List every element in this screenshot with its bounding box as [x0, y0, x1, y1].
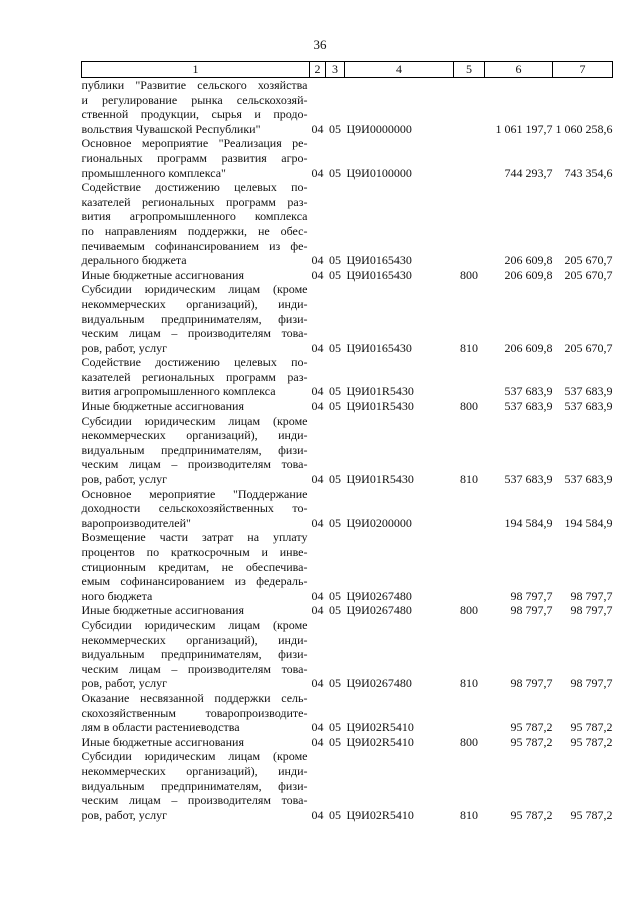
description-line: гиональных программ развития агро- — [81, 150, 308, 165]
description-line: Основное мероприятие "Поддержание — [81, 486, 308, 501]
amount-year-2: 95 787,2 — [570, 720, 613, 735]
description-line: Содействие достижению целевых по- — [81, 180, 308, 195]
subsection-code: 05 — [329, 603, 341, 618]
header-col-2: 2 — [310, 62, 326, 78]
amount-year-1: 537 683,9 — [504, 384, 553, 399]
amount-year-1: 537 683,9 — [504, 472, 553, 487]
amount-year-2: 194 584,9 — [564, 515, 613, 530]
row-description — [82, 618, 310, 691]
target-item-code: Ц9И0200000 — [346, 515, 412, 530]
amount-year-1: 206 609,8 — [504, 340, 553, 355]
description-line: Иные бюджетные ассигнования — [81, 734, 244, 749]
amount-year-2: 537 683,9 — [564, 472, 613, 487]
description-line: Субсидии юридическим лицам (кроме — [81, 413, 308, 428]
subsection-code: 05 — [329, 720, 341, 735]
amount-year-1: 95 787,2 — [510, 807, 553, 822]
description-line: дерального бюджета — [81, 253, 187, 268]
description-line: процентов по краткосрочным и инве- — [81, 545, 308, 559]
description-line: вития агропромышленного комплекса — [81, 209, 308, 224]
description-line: доходности сельскохозяйственных то- — [81, 501, 308, 516]
expense-type-code — [454, 180, 485, 268]
amount-year-1: 206 609,8 — [504, 253, 553, 268]
table-row — [82, 530, 613, 603]
description-line: ного бюджета — [81, 588, 153, 603]
expense-type-code — [454, 487, 485, 531]
table-header — [82, 62, 613, 78]
row-description — [82, 78, 310, 137]
subsection-code: 05 — [329, 399, 341, 414]
target-item-code: Ц9И01R5430 — [346, 384, 414, 399]
section-code: 04 — [311, 588, 324, 603]
amount-year-2: 205 670,7 — [564, 267, 613, 282]
subsection-code: 05 — [329, 588, 341, 603]
subsection-code: 05 — [329, 121, 341, 136]
description-line: скохозяйственным товаропроизводите- — [81, 705, 308, 720]
description-line: некоммерческих организаций), инди- — [81, 296, 308, 311]
section-code: 04 — [311, 121, 324, 136]
description-line: казателей региональных программ раз- — [81, 369, 308, 384]
expense-type-code — [454, 355, 485, 399]
amount-year-2: 98 797,7 — [570, 676, 613, 691]
budget-table — [81, 61, 613, 822]
row-description — [82, 282, 310, 355]
expense-type-code: 800 — [460, 603, 478, 618]
amount-year-2: 95 787,2 — [570, 807, 613, 822]
section-code: 04 — [311, 267, 324, 282]
amount-year-1: 744 293,7 — [504, 165, 553, 180]
amount-year-1: 537 683,9 — [504, 399, 553, 414]
target-item-code: Ц9И0000000 — [346, 121, 412, 136]
expense-type-code — [454, 691, 485, 735]
description-line: видуальным предпринимателям, физи- — [81, 442, 308, 457]
table-row — [82, 268, 613, 283]
description-line: ров, работ, услуг — [81, 472, 168, 487]
description-line: некоммерческих организаций), инди- — [81, 763, 308, 778]
amount-year-1: 1 061 197,7 — [495, 121, 553, 136]
amount-year-2: 537 683,9 — [564, 384, 613, 399]
description-line: промышленного комплекса" — [81, 165, 226, 180]
amount-year-2: 537 683,9 — [564, 399, 613, 414]
row-description — [82, 355, 310, 399]
page-number: 36 — [313, 37, 327, 52]
amount-year-1: 98 797,7 — [510, 588, 553, 603]
table-row — [82, 487, 613, 531]
subsection-code: 05 — [329, 165, 341, 180]
target-item-code: Ц9И02R5410 — [346, 734, 414, 749]
expense-type-code: 810 — [460, 472, 478, 487]
description-line: Иные бюджетные ассигнования — [81, 399, 244, 414]
description-line: печиваемым софинансированием из фе- — [81, 238, 308, 253]
description-line: Оказание несвязанной поддержки сель- — [81, 690, 308, 705]
table-row — [82, 749, 613, 822]
expense-type-code — [454, 136, 485, 180]
amount-year-1: 194 584,9 — [504, 515, 553, 530]
target-item-code: Ц9И0267480 — [346, 676, 412, 691]
subsection-code: 05 — [329, 676, 341, 691]
section-code: 04 — [311, 807, 324, 822]
row-description — [82, 603, 310, 618]
amount-year-2: 1 060 258,6 — [555, 121, 613, 136]
target-item-code: Ц9И0165430 — [346, 253, 412, 268]
target-item-code: Ц9И01R5430 — [346, 399, 414, 414]
amount-year-1: 98 797,7 — [510, 603, 553, 618]
row-description — [82, 530, 310, 603]
table-row — [82, 691, 613, 735]
header-col-6: 6 — [485, 62, 553, 78]
amount-year-2: 95 787,2 — [570, 734, 613, 749]
header-col-4: 4 — [345, 62, 454, 78]
description-line: ров, работ, услуг — [81, 807, 168, 822]
section-code: 04 — [311, 676, 324, 691]
description-line: Основное мероприятие "Реализация ре- — [81, 136, 308, 151]
section-code: 04 — [311, 165, 324, 180]
section-code: 04 — [311, 515, 324, 530]
target-item-code: Ц9И0165430 — [346, 267, 412, 282]
amount-year-2: 205 670,7 — [564, 340, 613, 355]
section-code: 04 — [311, 399, 324, 414]
target-item-code: Ц9И0100000 — [346, 165, 412, 180]
header-col-1: 1 — [82, 62, 310, 78]
row-description — [82, 136, 310, 180]
expense-type-code: 810 — [460, 807, 478, 822]
description-line: ческим лицам – производителям това- — [81, 457, 308, 472]
subsection-code: 05 — [329, 807, 341, 822]
description-line: вольствия Чувашской Республики" — [81, 121, 261, 136]
header-col-5: 5 — [454, 62, 485, 78]
target-item-code: Ц9И02R5410 — [346, 720, 414, 735]
target-item-code: Ц9И0267480 — [346, 588, 412, 603]
row-description — [82, 735, 310, 750]
description-line: и регулирование рынка сельскохозяй- — [81, 92, 308, 107]
description-line: видуальным предпринимателям, физи- — [81, 311, 308, 326]
subsection-code: 05 — [329, 472, 341, 487]
description-line: видуальным предпринимателям, физи- — [81, 778, 308, 793]
description-line: публики "Развитие сельского хозяйства — [81, 78, 308, 92]
table-row — [82, 136, 613, 180]
description-line: вития агропромышленного комплекса — [81, 384, 276, 399]
subsection-code: 05 — [329, 267, 341, 282]
description-line: Содействие достижению целевых по- — [81, 355, 308, 370]
amount-year-2: 98 797,7 — [570, 603, 613, 618]
expense-type-code — [454, 530, 485, 603]
description-line: Субсидии юридическим лицам (кроме — [81, 749, 308, 764]
section-code: 04 — [311, 253, 324, 268]
description-line: емым софинансированием из федераль- — [81, 574, 308, 589]
amount-year-1: 98 797,7 — [510, 676, 553, 691]
description-line: ческим лицам – производителям това- — [81, 793, 308, 808]
subsection-code: 05 — [329, 734, 341, 749]
expense-type-code — [454, 78, 485, 137]
table-row — [82, 414, 613, 487]
description-line: Возмещение части затрат на уплату — [81, 530, 308, 545]
table-row — [82, 735, 613, 750]
section-code: 04 — [311, 384, 324, 399]
description-line: по направлениям поддержки, не обес- — [81, 223, 308, 238]
description-line: некоммерческих организаций), инди- — [81, 632, 308, 647]
target-item-code: Ц9И01R5430 — [346, 472, 414, 487]
description-line: видуальным предпринимателям, физи- — [81, 647, 308, 662]
description-line: казателей региональных программ раз- — [81, 194, 308, 209]
description-line: варопроизводителей" — [81, 515, 191, 530]
subsection-code: 05 — [329, 384, 341, 399]
description-line: ственной продукции, сырья и продо- — [81, 107, 308, 122]
section-code: 04 — [311, 472, 324, 487]
expense-type-code: 800 — [460, 267, 478, 282]
target-item-code: Ц9И0165430 — [346, 340, 412, 355]
subsection-code: 05 — [329, 515, 341, 530]
row-description — [82, 749, 310, 822]
target-item-code: Ц9И02R5410 — [346, 807, 414, 822]
description-line: Субсидии юридическим лицам (кроме — [81, 282, 308, 297]
description-line: некоммерческих организаций), инди- — [81, 428, 308, 443]
target-item-code: Ц9И0267480 — [346, 603, 412, 618]
row-description — [82, 691, 310, 735]
section-code: 04 — [311, 603, 324, 618]
expense-type-code: 810 — [460, 340, 478, 355]
row-description — [82, 487, 310, 531]
expense-type-code: 800 — [460, 399, 478, 414]
subsection-code: 05 — [329, 340, 341, 355]
subsection-code: 05 — [329, 253, 341, 268]
description-line: Иные бюджетные ассигнования — [81, 603, 244, 618]
table-row — [82, 78, 613, 137]
table-row — [82, 618, 613, 691]
amount-year-2: 205 670,7 — [564, 253, 613, 268]
table-row — [82, 282, 613, 355]
row-description — [82, 180, 310, 268]
table-row — [82, 355, 613, 399]
table-row — [82, 180, 613, 268]
section-code: 04 — [311, 720, 324, 735]
description-line: Субсидии юридическим лицам (кроме — [81, 617, 308, 632]
row-description — [82, 399, 310, 414]
section-code: 04 — [311, 734, 324, 749]
description-line: Иные бюджетные ассигнования — [81, 267, 244, 282]
description-line: ческим лицам – производителям това- — [81, 661, 308, 676]
amount-year-1: 206 609,8 — [504, 267, 553, 282]
expense-type-code: 800 — [460, 734, 478, 749]
description-line: лям в области растениеводства — [81, 720, 240, 735]
amount-year-1: 95 787,2 — [510, 720, 553, 735]
table-row — [82, 399, 613, 414]
row-description — [82, 414, 310, 487]
description-line: ров, работ, услуг — [81, 676, 168, 691]
description-line: ров, работ, услуг — [81, 340, 168, 355]
header-col-7: 7 — [553, 62, 613, 78]
header-col-3: 3 — [326, 62, 345, 78]
table-row — [82, 603, 613, 618]
amount-year-2: 743 354,6 — [564, 165, 613, 180]
row-description — [82, 268, 310, 283]
amount-year-2: 98 797,7 — [570, 588, 613, 603]
description-line: ческим лицам – производителям това- — [81, 326, 308, 341]
section-code: 04 — [311, 340, 324, 355]
expense-type-code: 810 — [460, 676, 478, 691]
description-line: стиционным кредитам, не обеспечива- — [81, 559, 308, 574]
amount-year-1: 95 787,2 — [510, 734, 553, 749]
table-body — [82, 78, 613, 823]
